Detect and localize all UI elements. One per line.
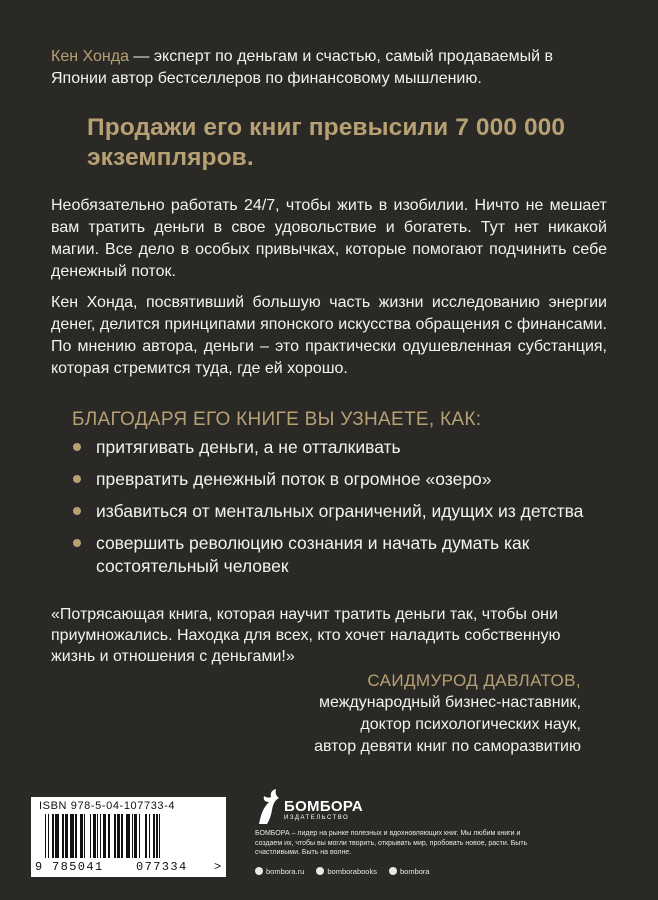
telegram-icon: [389, 867, 397, 875]
vk-icon: [316, 867, 324, 875]
globe-icon: [255, 867, 263, 875]
description-paragraph-1: Необязательно работать 24/7, чтобы жить в изобилии. Ничто не мешает вам тратить деньги в свое удовольствие и богатеть. Тут нет никакой магии. Все дело в особых привычках, которые помогают подчинить себе денежный поток.: [51, 197, 607, 280]
author-name: Кен Хонда: [51, 48, 129, 65]
list-item: [72, 468, 612, 491]
social-link-vk[interactable]: [316, 867, 377, 876]
barcode-group-2: 077334: [136, 860, 188, 874]
social-link-site[interactable]: [255, 867, 304, 876]
barcode-bars-icon: [45, 814, 217, 858]
social-links: [255, 867, 635, 876]
list-item: [72, 532, 612, 578]
description-paragraph-2: Кен Хонда, посвятивший большую часть жизни исследованию энергии денег, делится принципами японского искусства обращения с финансами. По мнению автора, деньги – это практически одушевленная субстанция, которая стремится туда, где ей хорошо.: [51, 294, 607, 377]
publisher-block: [255, 788, 635, 876]
publisher-description: БОМБОРА – лидер на рынке полезных и вдохновляющих книг. Мы любим книги и создаем их, чтобы вы могли творить, открывать мир, пробовать новое, расти. Быть счастливыми. Быть на волне.: [255, 830, 528, 856]
sales-headline: Продажи его книг превысили 7 000 000 экземпляров.: [87, 114, 566, 171]
bullet-dot-icon: [73, 475, 81, 483]
list-item: [72, 500, 612, 523]
bullet-dot-icon: [73, 443, 81, 451]
list-item-text: совершить революцию сознания и начать думать как состоятельный человек: [96, 533, 530, 576]
publisher-brand: БОМБОРА: [284, 798, 364, 815]
social-link-telegram[interactable]: [389, 867, 430, 876]
barcode-group-1: 785041: [52, 860, 104, 874]
bullet-dot-icon: [73, 507, 81, 515]
intro-paragraph: [51, 46, 611, 90]
social-link-label: bombora.ru: [266, 866, 305, 876]
social-link-label: bombora: [399, 866, 430, 876]
learn-list: [72, 436, 612, 587]
list-item: [72, 436, 612, 459]
publisher-logo: [255, 788, 635, 828]
barcode-lead-digit: 9: [35, 860, 44, 874]
barcode-arrow: >: [214, 860, 223, 874]
social-link-label: bomborabooks: [327, 866, 377, 876]
reviewer-role: международный бизнес-наставник,: [319, 694, 581, 711]
bullet-dot-icon: [73, 539, 81, 547]
reviewer-role: автор девяти книг по саморазвитию: [314, 738, 581, 755]
review-quote: «Потрясающая книга, которая научит тратить деньги так, чтобы они приумножались. Находка для всех, кто хочет наладить собственную жизнь и отношения с деньгами!»: [51, 606, 561, 665]
list-item-text: превратить денежный поток в огромное «озеро»: [96, 469, 492, 489]
reviewer-signature: [314, 670, 581, 758]
intro-text: — эксперт по деньгам и счастью, самый продаваемый в Японии автор бестселлеров по финансовому мышлению.: [51, 48, 553, 87]
list-item-text: притягивать деньги, а не отталкивать: [96, 437, 401, 457]
reviewer-name: САИДМУРОД ДАВЛАТОВ,: [367, 671, 581, 690]
reviewer-role: доктор психологических наук,: [360, 716, 581, 733]
learn-heading: БЛАГОДАРЯ ЕГО КНИГЕ ВЫ УЗНАЕТЕ, КАК:: [72, 409, 482, 430]
isbn-number: ISBN 978-5-04-107733-4: [39, 800, 176, 812]
isbn-barcode: [31, 797, 226, 877]
publisher-sub: ИЗДАТЕЛЬСТВО: [284, 815, 350, 821]
bombora-logo-icon: [255, 788, 281, 826]
list-item-text: избавиться от ментальных ограничений, идущих из детства: [96, 501, 584, 521]
